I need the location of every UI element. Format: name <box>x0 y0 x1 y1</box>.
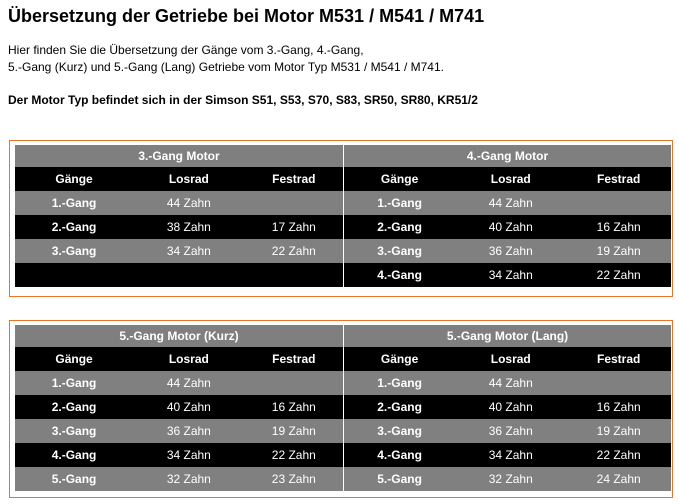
fixed-wheel-cell: 17 Zahn <box>245 215 343 239</box>
fixed-wheel-cell <box>566 191 671 215</box>
loose-wheel-cell: 38 Zahn <box>133 215 245 239</box>
table-row <box>344 371 671 395</box>
table-row <box>344 191 671 215</box>
table-row <box>15 443 343 467</box>
gear-cell: 4.-Gang <box>344 443 455 467</box>
table-row <box>15 419 343 443</box>
gear-cell: 2.-Gang <box>344 215 455 239</box>
loose-wheel-cell: 34 Zahn <box>455 263 566 287</box>
loose-wheel-cell: 36 Zahn <box>455 419 566 443</box>
fixed-wheel-cell: 22 Zahn <box>245 239 343 263</box>
table-title: 3.-Gang Motor <box>15 145 343 167</box>
table-title: 5.-Gang Motor (Lang) <box>344 325 671 347</box>
gear-cell: 1.-Gang <box>344 371 455 395</box>
fixed-wheel-cell: 16 Zahn <box>566 215 671 239</box>
column-header-fixed: Festrad <box>566 167 671 191</box>
intro-text <box>8 42 444 76</box>
table-title: 5.-Gang Motor (Kurz) <box>15 325 343 347</box>
gear-cell: 1.-Gang <box>15 191 133 215</box>
fixed-wheel-cell <box>245 263 343 287</box>
table-5-gang-kurz <box>15 325 343 491</box>
gear-cell: 3.-Gang <box>344 239 455 263</box>
intro-line-2: 5.-Gang (Kurz) und 5.-Gang (Lang) Getriebe vom Motor Typ M531 / M541 / M741. <box>8 60 444 74</box>
gear-cell: 4.-Gang <box>15 443 133 467</box>
loose-wheel-cell: 36 Zahn <box>133 419 245 443</box>
fixed-wheel-cell: 22 Zahn <box>566 263 671 287</box>
loose-wheel-cell: 40 Zahn <box>455 395 566 419</box>
table-row <box>15 263 343 287</box>
fixed-wheel-cell <box>245 191 343 215</box>
column-header-fixed: Festrad <box>245 167 343 191</box>
gear-cell: 1.-Gang <box>344 191 455 215</box>
gear-cell: 2.-Gang <box>15 215 133 239</box>
column-header-fixed: Festrad <box>245 347 343 371</box>
table-row <box>344 395 671 419</box>
fixed-wheel-cell: 24 Zahn <box>566 467 671 491</box>
column-header-loose: Losrad <box>133 167 245 191</box>
table-row <box>344 263 671 287</box>
table-4-gang <box>344 145 671 287</box>
loose-wheel-cell: 34 Zahn <box>133 443 245 467</box>
column-header-loose: Losrad <box>455 167 566 191</box>
table-3-gang <box>15 145 343 287</box>
gear-cell: 3.-Gang <box>15 419 133 443</box>
fixed-wheel-cell <box>566 371 671 395</box>
column-header-gears: Gänge <box>344 347 455 371</box>
table-row <box>344 215 671 239</box>
table-row <box>15 395 343 419</box>
table-row <box>15 215 343 239</box>
gear-cell: 4.-Gang <box>344 263 455 287</box>
loose-wheel-cell: 44 Zahn <box>455 191 566 215</box>
table-row <box>344 419 671 443</box>
column-header-loose: Losrad <box>455 347 566 371</box>
motor-types-text: Der Motor Typ befindet sich in der Simson S51, S53, S70, S83, SR50, SR80, KR51/2 <box>8 93 478 107</box>
loose-wheel-cell: 34 Zahn <box>455 443 566 467</box>
loose-wheel-cell: 44 Zahn <box>455 371 566 395</box>
column-header-gears: Gänge <box>15 167 133 191</box>
fixed-wheel-cell: 22 Zahn <box>245 443 343 467</box>
column-header-gears: Gänge <box>15 347 133 371</box>
loose-wheel-cell: 44 Zahn <box>133 371 245 395</box>
column-header-fixed: Festrad <box>566 347 671 371</box>
column-header-gears: Gänge <box>344 167 455 191</box>
table-title: 4.-Gang Motor <box>344 145 671 167</box>
fixed-wheel-cell: 22 Zahn <box>566 443 671 467</box>
gear-cell: 1.-Gang <box>15 371 133 395</box>
loose-wheel-cell: 32 Zahn <box>133 467 245 491</box>
table-row <box>344 239 671 263</box>
intro-line-1: Hier finden Sie die Übersetzung der Gänge vom 3.-Gang, 4.-Gang, <box>8 43 364 57</box>
loose-wheel-cell <box>133 263 245 287</box>
fixed-wheel-cell: 16 Zahn <box>245 395 343 419</box>
gear-cell: 2.-Gang <box>15 395 133 419</box>
loose-wheel-cell: 36 Zahn <box>455 239 566 263</box>
gear-cell: 2.-Gang <box>344 395 455 419</box>
gear-cell <box>15 263 133 287</box>
fixed-wheel-cell: 19 Zahn <box>566 239 671 263</box>
gear-cell: 5.-Gang <box>15 467 133 491</box>
fixed-wheel-cell: 16 Zahn <box>566 395 671 419</box>
gear-cell: 3.-Gang <box>344 419 455 443</box>
table-row <box>15 371 343 395</box>
loose-wheel-cell: 44 Zahn <box>133 191 245 215</box>
table-row <box>344 443 671 467</box>
table-box-5 <box>9 320 673 498</box>
table-row <box>15 467 343 491</box>
loose-wheel-cell: 40 Zahn <box>133 395 245 419</box>
loose-wheel-cell: 34 Zahn <box>133 239 245 263</box>
page-title: Übersetzung der Getriebe bei Motor M531 / M541 / M741 <box>8 6 485 26</box>
gear-cell: 5.-Gang <box>344 467 455 491</box>
table-row <box>15 191 343 215</box>
fixed-wheel-cell <box>245 371 343 395</box>
fixed-wheel-cell: 23 Zahn <box>245 467 343 491</box>
table-row <box>15 239 343 263</box>
column-header-loose: Losrad <box>133 347 245 371</box>
table-box-3-4 <box>9 140 673 297</box>
fixed-wheel-cell: 19 Zahn <box>566 419 671 443</box>
loose-wheel-cell: 40 Zahn <box>455 215 566 239</box>
fixed-wheel-cell: 19 Zahn <box>245 419 343 443</box>
table-5-gang-lang <box>344 325 671 491</box>
table-row <box>344 467 671 491</box>
gear-cell: 3.-Gang <box>15 239 133 263</box>
loose-wheel-cell: 32 Zahn <box>455 467 566 491</box>
